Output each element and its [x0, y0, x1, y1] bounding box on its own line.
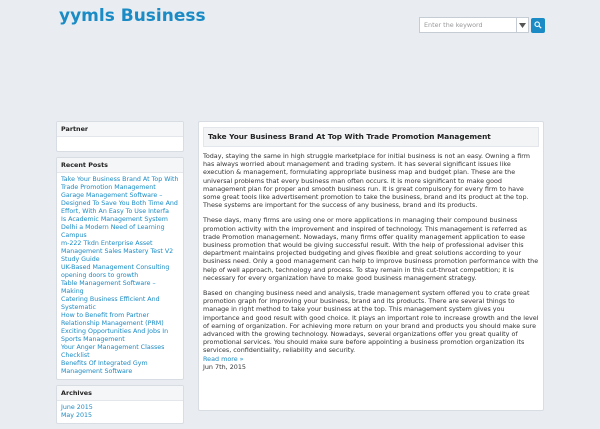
recent-post-link[interactable]: m-222 Tkdn Enterprise Asset	[61, 240, 153, 247]
recent-post-link[interactable]: Trade Promotion Management	[61, 184, 156, 191]
post-article	[198, 121, 544, 411]
post-paragraph: Based on changing business need and analysis, trade management system offered you to crate great promotion graph for improving your business, brand and its products. There are several things to manage in right method to take your business at the top. This management system gives you importance and good result with good choice. It plays an important role to increase growth and the level of earning of organization. For achieving more return on your brand and products you should make sure advanced with the growing technology. Nowadays, several organizations offer you great quality of promotional services. You should make sure before appointing a business promotion organization its services, confidentiality, reliability and security.	[203, 289, 539, 355]
post-paragraph: These days, many firms are using one or more applications in managing their compound business promotion activity with the improvement and inspired of technology. This management is referred as trade Promotion management. Nowadays, many firms offer quality management application to ease business promotion that would be giving successful result. With the help of professional adviser this department maintains projected budgeting and gives flexible and great solutions according to your business need. Only a good management can help to improve business promotion performance with the help of well approach, technology and process. To stay remain in this cut-throat competition; it is necessary for every organization have to make good business management strategy.	[203, 216, 539, 282]
recent-post-link[interactable]: Effort, With An Easy To Use Interfa	[61, 208, 169, 215]
recent-post-link[interactable]: Garage Management Software –	[61, 192, 163, 199]
sidebar	[56, 121, 184, 429]
post-paragraph: Today, staying the same in high struggle marketplace for initial business is not an easy. Owning a firm has always worried about management and trading system. It has several significant issues like execution & management, formulating appropriate business map and budget plan. These are the universal problems that every business man often occurs. It is more significant to make good management plan for proper and smooth business run. It is great compulsory for every firm to have some great tools like advertisement promotion to take the business, brand and its product at the top. These systems are important for the success of any business, brand and its products.	[203, 152, 531, 210]
partner-widget	[56, 121, 184, 152]
recent-post-link[interactable]: How to Benefit from Partner	[61, 312, 150, 319]
post-date: Jun 7th, 2015	[203, 362, 246, 371]
archives-widget	[56, 385, 184, 424]
recent-posts-list	[57, 173, 183, 379]
recent-post-link[interactable]: Take Your Business Brand At Top With	[61, 176, 179, 183]
recent-post-link[interactable]: Delhi a Modern Need of Learning	[61, 224, 165, 231]
recent-post-link[interactable]: Checklist	[61, 352, 90, 359]
archives-list	[57, 401, 183, 423]
search-form	[419, 17, 545, 33]
recent-posts-title: Recent Posts	[57, 158, 183, 173]
post-title[interactable]: Take Your Business Brand At Top With Trade Promotion Management	[203, 127, 539, 147]
recent-post-link[interactable]: Management Software	[61, 368, 133, 375]
archive-link[interactable]: June 2015	[61, 404, 93, 411]
recent-post-link[interactable]: Is Academic Management System	[61, 216, 168, 223]
recent-post-link[interactable]: Catering Business Efficient And	[61, 296, 160, 303]
recent-post-link[interactable]: Campus	[61, 232, 87, 239]
recent-post-link[interactable]: Management Sales Mastery Test V2	[61, 248, 174, 255]
recent-post-link[interactable]: Relationship Management (PRM)	[61, 320, 164, 327]
recent-post-link[interactable]: Your Anger Management Classes	[61, 344, 165, 351]
recent-post-link[interactable]: opening doors to growth	[61, 272, 139, 279]
partner-widget-title: Partner	[57, 122, 183, 137]
post-content	[199, 147, 543, 371]
site-title[interactable]: yymls Business	[59, 6, 206, 26]
chevron-down-icon	[519, 23, 526, 28]
recent-post-link[interactable]: UK-Based Management Consulting	[61, 264, 170, 271]
recent-post-link[interactable]: Designed To Save You Both Time And	[61, 200, 178, 207]
read-more-link[interactable]: Read more »	[203, 354, 244, 363]
recent-post-link[interactable]: Benefits Of Integrated Gym	[61, 360, 148, 367]
archives-title: Archives	[57, 386, 183, 401]
recent-post-link[interactable]: Exciting Opportunities And Jobs In	[61, 328, 169, 335]
search-input[interactable]: Enter the keyword	[419, 17, 517, 33]
recent-posts-widget	[56, 157, 184, 380]
recent-post-link[interactable]: Systematic	[61, 304, 97, 311]
recent-post-link[interactable]: Table Management Software – Making	[61, 280, 156, 295]
recent-post-link[interactable]: Study Guide	[61, 256, 100, 263]
search-dropdown[interactable]	[517, 17, 529, 33]
recent-post-link[interactable]: Sports Management	[61, 336, 125, 343]
search-button[interactable]	[531, 18, 545, 33]
archive-link[interactable]: May 2015	[61, 412, 93, 419]
search-icon	[534, 21, 542, 29]
